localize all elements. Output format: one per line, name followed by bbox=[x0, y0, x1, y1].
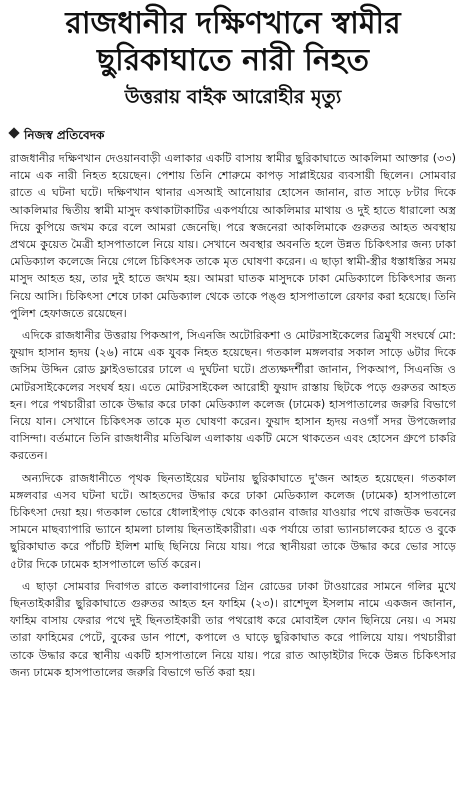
article-paragraph: অন্যদিকে রাজধানীতে পৃথক ছিনতাইয়ের ঘটনায় ছুরিকাঘাতে দু'জন আহত হয়েছেন। গতকাল মঙ্গলবার এসব ঘটনা ঘটে। আহতদের উদ্ধার করে ঢাকা মেডিক্যাল কলেজ (ঢামেক) হাসপাতালে চিকিৎসা দেয়া হয়। গতকাল ভোরে ধোলাইপাড় থেকে কাওরান বাজার যাওয়ার পথে রাজউক ভবনের সামনে মাছব্যাপারি ভ্যানে হামলা চালায় ছিনতাইকারীরা। এক পর্যায়ে তারা ভ্যানচালকের হাতে ও বুকে ছুরিকাঘাত করে পাঁচটি ইলিশ মাছি ছিনিয়ে নিয়ে যায়। পরে স্থানীয়রা তাকে উদ্ধার করে ভোর সাড়ে ৫টার দিকে ঢামেক হাসপাতালে ভর্তি করেন। bbox=[10, 471, 456, 571]
byline-row bbox=[6, 124, 460, 144]
article-body bbox=[0, 144, 466, 681]
subheadline: উত্তরায় বাইক আরোহীর মৃত্যু bbox=[124, 86, 342, 108]
headline-line-1: রাজধানীর দক্ষিণখানে স্বামীর bbox=[65, 6, 401, 41]
article-paragraph: এ ছাড়া সোমবার দিবাগত রাতে কলাবাগানের গ্রিন রোডের ঢাকা টাওয়ারের সামনে গলির মুখে ছিনতাইকারীর ছুরিকাঘাতে গুরুতর আহত হন ফাহিম (২৩)। রাশেদুল ইসলাম নামে একজন জানান, ফাহিম বাসায় ফেরার পথে দুই ছিনতাইকারী তার পথরোধ করে মোবাইল ফোন ছিনিয়ে নেয়। এ সময় তারা ফাহিমের পেটে, বুকের ডান পাশে, কপালে ও ঘাড়ে ছুরিকাঘাত করে পালিয়ে যায়। পথচারীরা তাকে উদ্ধার করে স্থানীয় একটি হাসপাতালে নিয়ে যায়। পরে রাত আড়াইটার দিকে উন্নত চিকিৎসার জন্য ঢামেক হাসপাতালের জরুরি বিভাগে ভর্তি করা হয়। bbox=[10, 579, 456, 679]
byline: নিজস্ব প্রতিবেদক bbox=[24, 128, 105, 142]
headline-line-2: ছুরিকাঘাতে নারী নিহত bbox=[96, 43, 370, 78]
article-paragraph: রাজধানীর দক্ষিণখান দেওয়ানবাড়ী এলাকার একটি বাসায় স্বামীর ছুরিকাঘাতে আকলিমা আক্তার (৩৩) নামে এক নারী নিহত হয়েছেন। পেশায় তিনি শোরুমে কাপড় সাপ্লাইয়ের ব্যবসায়ী ছিলেন। সোমবার রাতে এ ঘটনা ঘটে। দক্ষিণখান থানার এসআই আনোয়ার হোসেন জানান, রাত সাড়ে ৮টার দিকে আকলিমার দ্বিতীয় স্বামী মাসুদ কথাকাটাকাটির একপর্যায়ে আকলিমার মাথায় ও দুই হাতে ধারালো অস্ত্র দিয়ে কুপিয়ে জখম করে বলে আমরা জেনেছি। পরে স্বজনেরা আকলিমাকে গুরুতর আহত অবস্থায় প্রথমে কুয়েত মৈত্রী হাসপাতালে নিয়ে যায়। সেখানে অবস্থার অবনতি হলে উন্নত চিকিৎসার জন্য ঢাকা মেডিক্যাল কলেজে নিয়ে গেলে চিকিৎসক তাকে মৃত ঘোষণা করেন। এ ছাড়া স্বামী-স্ত্রীর ধস্তাধস্তির সময় মাসুদ আহত হয়, তার দুই হাতে জখম হয়। আমরা ঘাতক মাসুদকে ঢাকা মেডিক্যালে চিকিৎসার জন্য নিয়ে আসি। চিকিৎসা শেষে ঢাকা মেডিক্যাল থেকে তাকে পঙ্গু হাসপাতালে রেফার করা হয়েছে। তিনি পুলিশ হেফাজতে রয়েছেন। bbox=[10, 152, 456, 320]
article-paragraph: এদিকে রাজধানীর উত্তরায় পিকআপ, সিএনজি অটোরিকশা ও মোটরসাইকেলের ত্রিমুখী সংঘর্ষে মো: ফুয়াদ হাসান হৃদয় (২৬) নামে এক যুবক নিহত হয়েছেন। গতকাল মঙ্গলবার সকাল সাড়ে ৬টার দিকে জসিম উদ্দিন রোড ফ্লাইওভারের ঢালে এ দুর্ঘটনা ঘটে। প্রত্যক্ষদর্শীরা জানান, পিকআপ, সিএনজি ও মোটরসাইকেলের সংঘর্ষ হয়। এতে মোটরসাইকেল আরোহী ফুয়াদ রাস্তায় ছিটকে পড়ে গুরুতর আহত হন। পরে পথচারীরা তাকে উদ্ধার করে ঢাকা মেডিক্যাল কলেজ (ঢামেক) হাসপাতালের জরুরি বিভাগে নিয়ে যান। সেখানে চিকিৎসক তাকে মৃত ঘোষণা করেন। ফুয়াদ হাসান হৃদয় নওগাঁ সদর উপজেলার বাসিন্দা। বর্তমানে তিনি রাজধানীর মতিঝিল এলাকায় একটি মেসে থাকতেন এবং হোসেন গ্রুপে চাকরি করতেন। bbox=[10, 329, 456, 463]
